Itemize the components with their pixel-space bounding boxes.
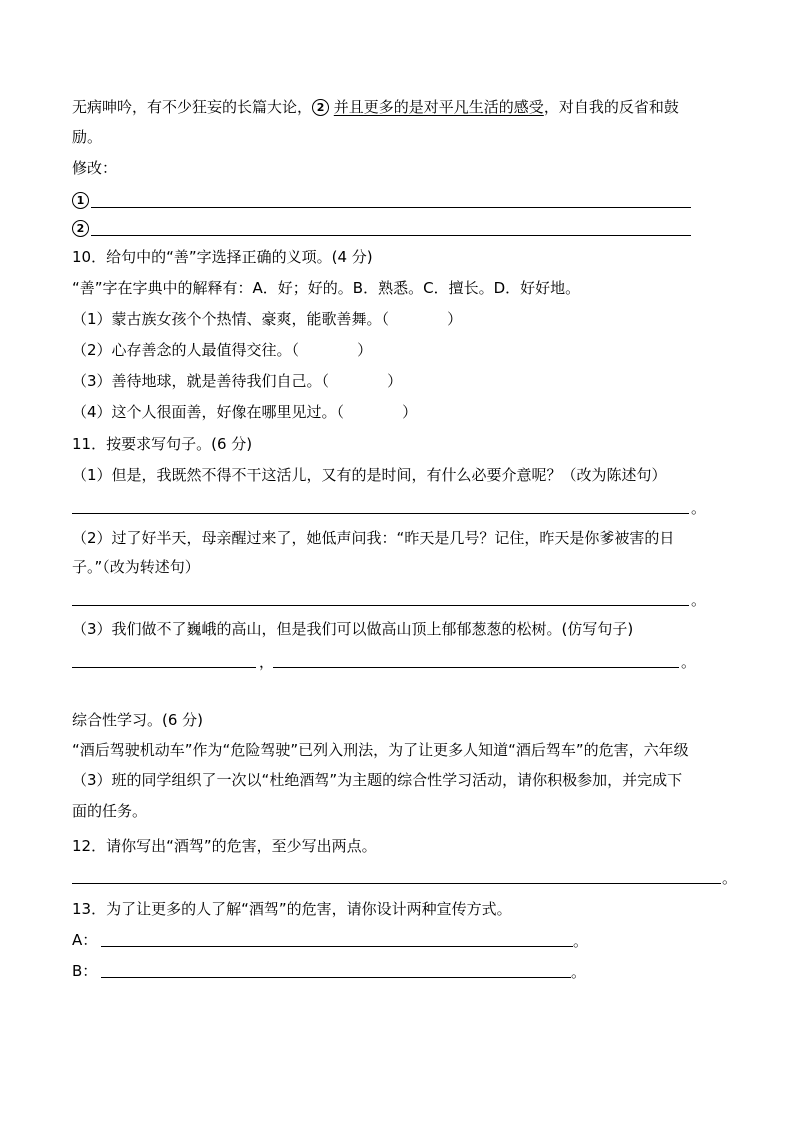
excerpt-text: 无病呻吟，有不少狂妄的长篇大论， [72,98,313,116]
q11-answer-line-3b[interactable] [273,667,679,668]
item-text: 心存善念的人最值得交往。（ [111,341,300,359]
answer-blank[interactable] [329,371,387,386]
q11-item-2a: （2）过了好半天，母亲醒过来了，她低声问我：“昨天是几号？记住，昨天是你爹被害的日 [72,529,675,547]
excerpt-line-1 [72,97,679,117]
q10-item-4 [72,402,417,422]
answer-blank[interactable] [344,402,402,417]
integrated-intro-2: （3）班的同学组织了一次以“杜绝酒驾”为主题的综合性学习活动，请你积极参加，并完成下 [72,771,683,789]
answer-blank[interactable] [299,340,357,355]
integrated-intro-3: 面的任务。 [72,802,148,820]
item-close: ） [402,403,418,421]
item-number: （4） [72,403,112,421]
q13-label-a: A： [72,931,98,949]
q13-period-b: 。 [571,963,587,981]
item-close: ） [357,341,373,359]
q10-item-1 [72,309,462,329]
q11-item-3: （3）我们做不了巍峨的高山，但是我们可以做高山顶上郁郁葱葱的松树。(仿写句子) [72,620,634,638]
q12-answer-line[interactable] [72,883,721,884]
q13-answer-line-b[interactable] [101,977,571,978]
q11-period-3: 。 [681,653,697,671]
q10-item-2 [72,340,372,360]
q10-definition: “善”字在字典中的解释有：A．好；好的。B．熟悉。C．擅长。D．好好地。 [72,279,581,297]
item-text: 蒙古族女孩个个热情、豪爽，能歌善舞。（ [111,310,390,328]
revise-answer-line-2[interactable] [91,235,691,236]
revise-item-1 [72,190,89,210]
item-close: ） [387,372,403,390]
item-text: 这个人很面善，好像在哪里见过。（ [111,403,345,421]
excerpt-line-2: 励。 [72,128,103,146]
circled-number-1: 1 [72,192,89,209]
circled-number-2b: 2 [72,220,89,237]
item-number: （2） [72,341,112,359]
q12-title: 12．请你写出“酒驾”的危害，至少写出两点。 [72,837,377,855]
integrated-intro-1: “酒后驾驶机动车”作为“危险驾驶”已列入刑法，为了让更多人知道“酒后驾车”的危害，六年级 [72,741,689,759]
q13-answer-line-a[interactable] [101,946,573,947]
item-text: 善待地球，就是善待我们自己。（ [111,372,330,390]
q11-comma: ， [259,653,275,671]
q13-title: 13．为了让更多的人了解“酒驾”的危害，请你设计两种宣传方式。 [72,900,512,918]
integrated-title: 综合性学习。(6 分) [72,711,204,729]
item-number: （3） [72,372,112,390]
revise-label: 修改： [72,159,118,177]
underlined-phrase: 并且更多的是对平凡生活的感受 [333,98,544,116]
item-number: （1） [72,310,112,328]
q13-period-a: 。 [573,932,589,950]
q11-answer-line-3a[interactable] [72,667,256,668]
q11-item-2b: 子。”（改为转述句） [72,558,200,576]
item-close: ） [447,310,463,328]
q11-answer-line-2[interactable] [72,605,689,606]
circled-number-2: 2 [312,99,329,116]
q13-label-b: B： [72,962,98,980]
q11-period-1: 。 [691,499,707,517]
revise-answer-line-1[interactable] [91,207,691,208]
excerpt-text-end: ，对自我的反省和鼓 [543,98,679,116]
q10-title: 10．给句中的“善”字选择正确的义项。(4 分) [72,248,373,266]
q11-item-1: （1）但是，我既然不得不干这活儿，又有的是时间，有什么必要介意呢？（改为陈述句） [72,466,667,484]
revise-item-2 [72,218,89,238]
answer-blank[interactable] [389,309,447,324]
q10-item-3 [72,371,402,391]
q11-period-2: 。 [691,591,707,609]
q11-answer-line-1[interactable] [72,513,689,514]
q11-title: 11．按要求写句子。(6 分) [72,435,253,453]
q12-period: 。 [722,869,738,887]
